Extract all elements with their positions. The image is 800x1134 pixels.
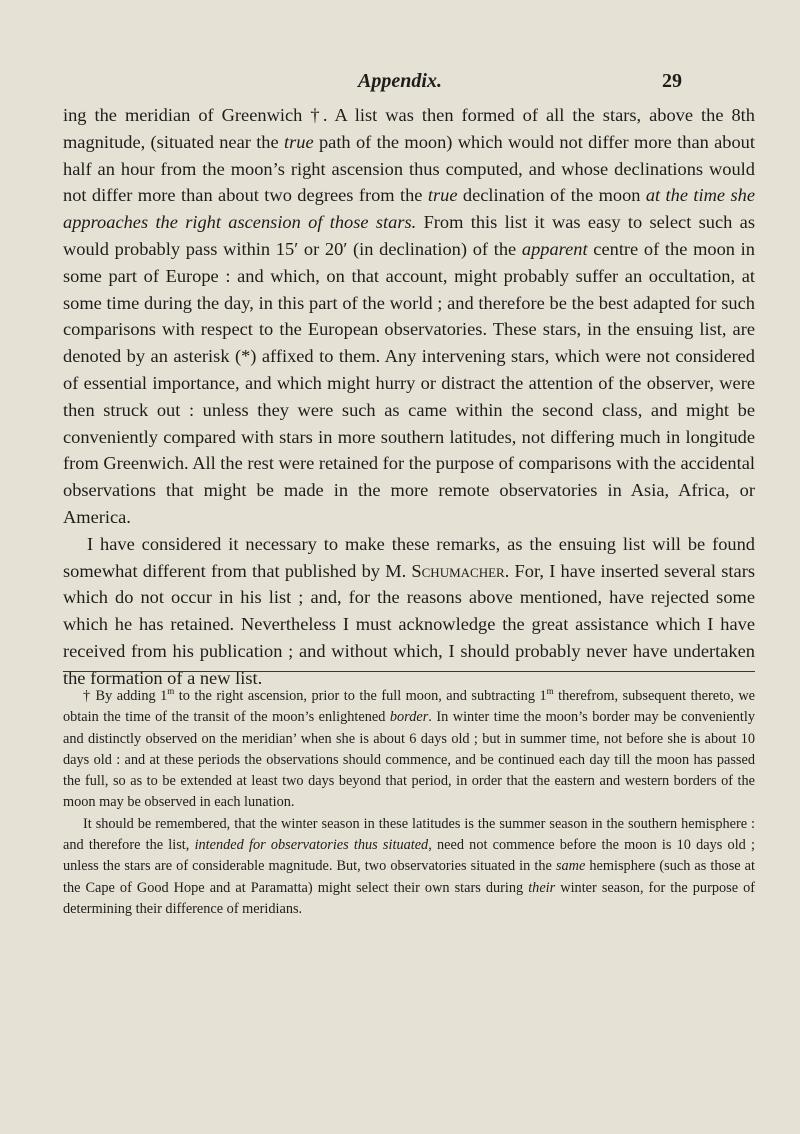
italic-run: intended for observatories thus situated, xyxy=(194,837,432,854)
text-run: . For, I have inserted several stars which do not occur in his list ; and, for the reasons above mentioned, have rejected some which he has retained. Nevertheless I must acknowledge the great assistance which I have received from his publication ; and without which, I should probably never have undertaken the formation of a new list. xyxy=(63,560,755,688)
running-title: Appendix. xyxy=(358,70,442,92)
paragraph-2 xyxy=(63,531,755,692)
text-run: † By adding 1 xyxy=(83,688,168,704)
text-run: winter season, for the purpose of determining their difference of meridians. xyxy=(63,879,755,917)
text-run: to the right ascension, prior to the full moon, and subtracting 1 xyxy=(174,688,547,704)
author-name: Schumacher xyxy=(411,560,505,581)
text-run: centre of the moon in some part of Europe : and which, on that account, might probably suffer an occultation, at some time during the day, in this part of the world ; and therefore be the best adapted for such comparisons with respect to the European observatories. These stars, in the ensuing list, are denoted by an asterisk (*) affixed to them. Any intervening stars, which were not considered of essential importance, and which might hurry or distract the attention of the observer, were then struck out : unless they were such as came within the second class, and might be conveniently compared with stars in more southern latitudes, not differing much in longitude from Greenwich. All the rest were retained for the purpose of comparisons with the accidental observations that might be made in the more remote observatories in Asia, Africa, or America. xyxy=(63,238,755,527)
italic-run: their xyxy=(528,879,556,896)
footnote-divider xyxy=(63,671,755,672)
text-run: I have considered it necessary to make these remarks, as the ensuing list will be found somewhat different from that published by M. xyxy=(63,533,755,581)
text-run: declination of the moon xyxy=(457,185,646,206)
paragraph-1 xyxy=(63,102,755,531)
text-run: therefrom, subsequent thereto, we obtain the time of the transit of the moon’s enlightened xyxy=(63,688,755,726)
superscript: m xyxy=(546,686,554,697)
text-run: path of the moon) which would not differ more than about half an hour from the moon’s right ascension thus computed, and whose declinations would not differ more than about two degrees from the xyxy=(63,131,755,206)
italic-run: true xyxy=(284,131,314,152)
italic-run: apparent xyxy=(521,238,588,259)
page-header xyxy=(0,70,800,100)
main-text xyxy=(63,102,755,692)
text-run: ing the meridian of Greenwich †. A list was then formed of all the stars, above the 8th magnitude, (situated near the xyxy=(63,105,755,152)
footnote-1 xyxy=(63,686,755,814)
text-run: From this list it was easy to select such as would probably pass within 15′ or 20′ (in declination) of the xyxy=(63,212,755,259)
italic-run: true xyxy=(427,185,458,206)
page-number: 29 xyxy=(662,70,682,92)
italic-run: at the time she approaches the right ascension of those stars. xyxy=(63,185,755,233)
italic-run: border xyxy=(389,709,429,726)
text-run: . In winter time the moon’s border may be conveniently and distinctly observed on the meridian’ when she is about 6 days old ; but in summer time, not before she is about 10 days old : and at these periods the observations should commence, and be continued each day till the moon has passed the full, so as to be extended at least two days beyond that period, in order that the eastern and western borders of the moon may be observed in each lunation. xyxy=(63,709,755,811)
italic-run: same xyxy=(555,858,586,875)
text-run: need not commence before the moon is 10 days old ; unless the stars are of considerable magnitude. But, two observatories situated in the xyxy=(63,837,755,875)
text-run: hemisphere (such as those at the Cape of Good Hope and at Paramatta) might select their own stars during xyxy=(63,858,755,896)
text-run: It should be remembered, that the winter season in these latitudes is the summer season in the southern hemisphere : and therefore the list, xyxy=(63,815,755,854)
footnote-2 xyxy=(63,814,755,920)
footnotes xyxy=(63,686,755,920)
superscript: m xyxy=(167,686,175,697)
